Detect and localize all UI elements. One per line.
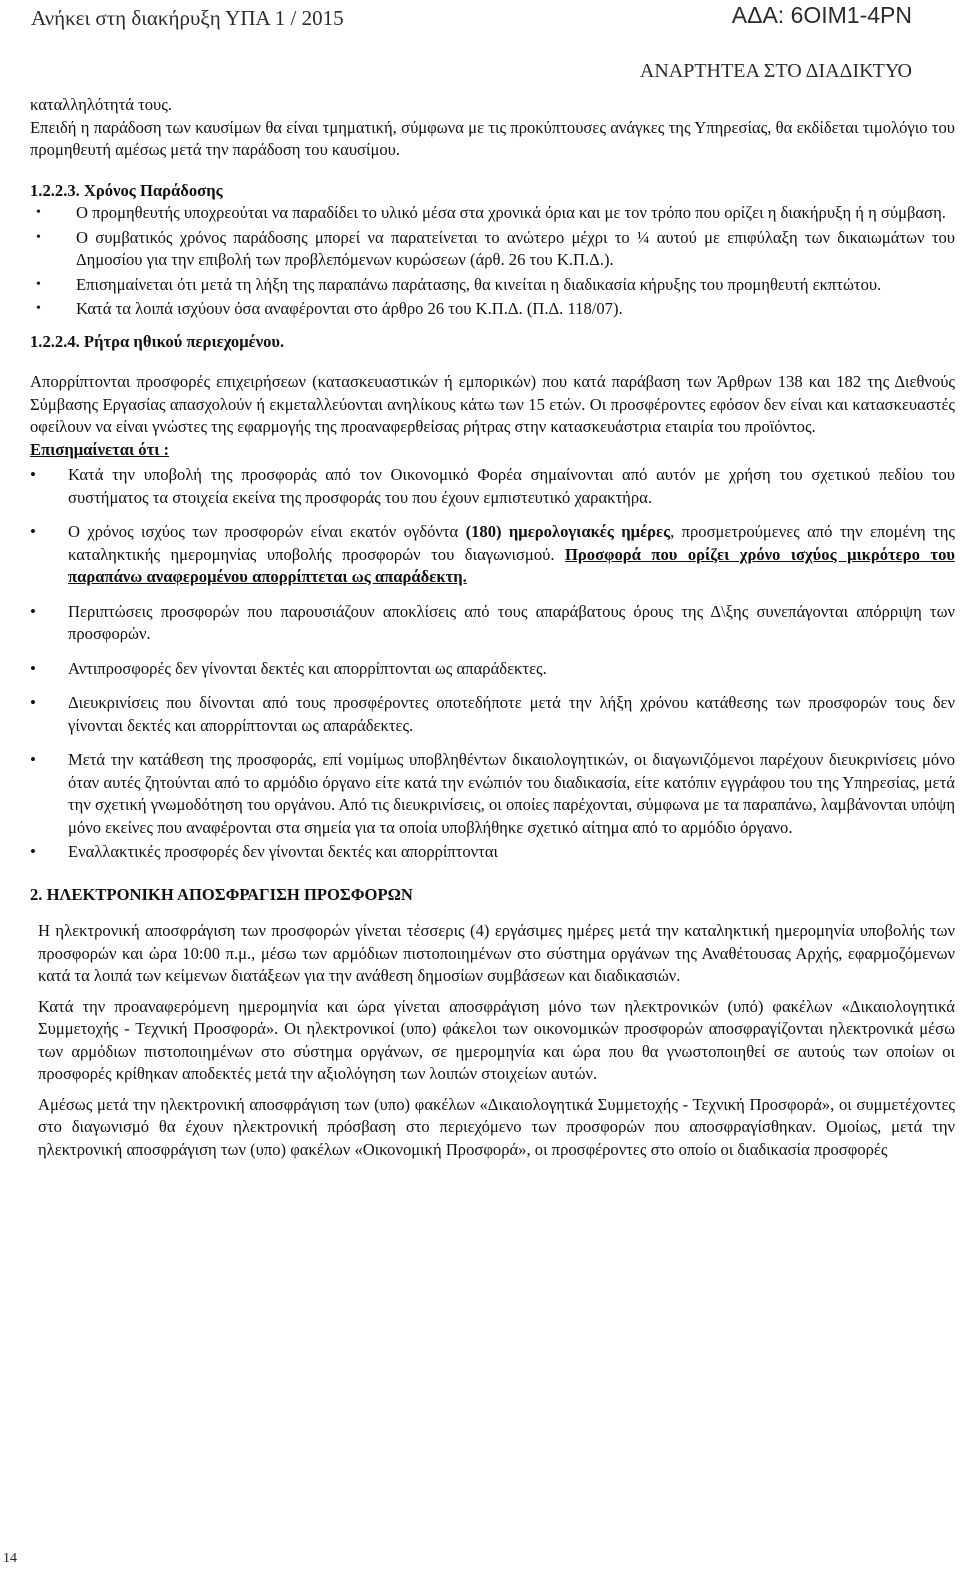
intro-paragraph: Επειδή η παράδοση των καυσίμων θα είναι τμηματική, σύμφωνα με τις προκύπτουσες ανάγκες της Υπηρεσίας, θα εκδίδεται τιμολόγιο του προμηθευτή αμέσως μετά την παράδοση του καυσίμου.	[30, 117, 955, 159]
list-item: • Αντιπροσφορές δεν γίνονται δεκτές και απορρίπτονται ως απαράδεκτες.	[30, 658, 955, 681]
publish-notice: ΑΝΑΡΤΗΤΕΑ ΣΤΟ ΔΙΑΔΙΚΤΥΟ	[639, 60, 912, 82]
list-item: • Περιπτώσεις προσφορών που παρουσιάζουν αποκλίσεις από τους απαράβατους όρους της Δ\ξης συνεπάγονται απόρριψη των προσφορών.	[30, 601, 955, 646]
list-item: • Μετά την κατάθεση της προσφοράς, επί νομίμως υποβληθέντων δικαιολογητικών, οι διαγωνιζόμενοι παρέχουν διευκρινίσεις μόνο όταν αυτές ζητούνται από το αρμόδιο όργανο είτε κατά την ενώπιόν του διαδικασία, είτε κατόπιν εγγράφου του της Υπηρεσίας, μετά την σχετική γνωμοδότηση του οργάνου. Από τις διευκρινίσεις, οι οποίες παρέχονται, σύμφωνα με τα παραπάνω, λαμβάνονται υπόψη μόνο εκείνες που αναφέρονται στα σημεία για τα οποία υποβλήθηκε σχετικό αίτημα από το αρμόδιο όργανο.	[30, 749, 955, 839]
list-item: • Κατά την υποβολή της προσφοράς από τον Οικονομικό Φορέα σημαίνονται από αυτόν με χρήση του σχετικού πεδίου του συστήματος τα στοιχεία εκείνα της προσφοράς του που έχουν εμπιστευτικό χαρακτήρα.	[30, 464, 955, 509]
section-1223-heading: 1.2.2.3. Χρόνος Παράδοσης	[30, 180, 223, 200]
intro-line: καταλληλότητά τους.	[30, 95, 172, 114]
list-item: • Ο συμβατικός χρόνος παράδοσης μπορεί να παρατείνεται το ανώτερο μέχρι το ¼ αυτού με επιφύλαξη των δικαιωμάτων του Δημοσίου για την επιβολή των προβλεπόμενων κυρώσεων (άρθ. 26 του Κ.Π.Δ.).	[30, 227, 955, 272]
ada-code: ΑΔΑ: 6ΟΙΜ1-4ΡΝ	[731, 2, 912, 28]
list-item: • Ο χρόνος ισχύος των προσφορών είναι εκατόν ογδόντα (180) ημερολογιακές ημέρες, προσμετρούμενες από την επομένη της καταληκτικής ημερομηνίας υποβολής προσφορών του διαγωνισμού. Προσφορά που ορίζει χρόνο ισχύος μικρότερο του παραπάνω αναφερομένου απορρίπτεται ως απαράδεκτη.	[30, 521, 955, 589]
opening-paragraph-2: Κατά την προαναφερόμενη ημερομηνία και ώρα γίνεται αποσφράγιση μόνο των ηλεκτρονικών (υπό) φακέλων «Δικαιολογητικά Συμμετοχής - Τεχνική Προσφορά». Οι ηλεκτρονικοί (υπο) φάκελοι των οικονομικών προσφορών αποσφραγίζονται ηλεκτρονικά μέσω των αρμόδιων πιστοποιημένων στο σύστημα οργάνων, σε ημερομηνία και ώρα που θα γνωστοποιηθεί σε αυτούς των οποίων οι προσφορές κρίθηκαν αποδεκτές μετά την αξιολόγηση των λοιπών στοιχείων αυτών.	[38, 996, 955, 1083]
note-heading: Επισημαίνεται ότι :	[30, 439, 170, 459]
opening-paragraph-3: Αμέσως μετά την ηλεκτρονική αποσφράγιση των (υπο) φακέλων «Δικαιολογητικά Συμμετοχής - Τεχνική Προσφορά», οι συμμετέχοντες στο διαγωνισμό θα έχουν ηλεκτρονική πρόσβαση στο περιεχόμενο των προσφορών που αποσφραγίσθηκαν. Ομοίως, μετά την ηλεκτρονική αποσφράγιση των (υπο) φακέλων «Οικονομική Προσφορά», οι προσφέροντες στο οποίο οι διαδικασία προσφορές	[38, 1094, 955, 1159]
opening-paragraph-1: Η ηλεκτρονική αποσφράγιση των προσφορών γίνεται τέσσερις (4) εργάσιμες ημέρες μετά την καταληκτική ημερομηνία υποβολής των προσφορών και ώρα 10:00 π.μ., μέσω των αρμόδιων πιστοποιημένων στο σύστημα οργάνων της Αναθέτουσας Αρχής, εφαρμοζόμενων κατά τα λοιπά των κείμενων διατάξεων για την ανάθεση δημοσίων συμβάσεων και διαδικασιών.	[38, 921, 955, 985]
notes-list	[30, 464, 955, 864]
list-item: • Διευκρινίσεις που δίνονται από τους προσφέροντες οποτεδήποτε μετά την λήξη χρόνου κατάθεσης των προσφορών τους δεν γίνονται δεκτές και απορρίπτονται ως απαράδεκτες.	[30, 692, 955, 737]
list-item: • Κατά τα λοιπά ισχύουν όσα αναφέρονται στο άρθρο 26 του Κ.Π.Δ. (Π.Δ. 118/07).	[30, 298, 955, 321]
list-item: • Ο προμηθευτής υποχρεούται να παραδίδει το υλικό μέσα στα χρονικά όρια και με τον τρόπο που ορίζει η διακήρυξη ή η σύμβαση.	[30, 202, 955, 225]
document-body	[30, 94, 955, 1161]
header-left-text: Ανήκει στη διακήρυξη ΥΠΑ 1 / 2015	[31, 6, 344, 30]
list-item: • Εναλλακτικές προσφορές δεν γίνονται δεκτές και απορρίπτονται	[30, 841, 955, 864]
section-2-heading: 2. ΗΛΕΚΤΡΟΝΙΚΗ ΑΠΟΣΦΡΑΓΙΣΗ ΠΡΟΣΦΟΡΩΝ	[30, 884, 413, 904]
page-number: 14	[3, 1551, 17, 1566]
ethics-paragraph: Απορρίπτονται προσφορές επιχειρήσεων (κατασκευαστικών ή εμπορικών) που κατά παράβαση των Άρθρων 138 και 182 της Διεθνούς Σύμβασης Εργασίας απασχολούν ή εκμεταλλεύονται ανηλίκους κάτω των 15 ετών. Οι προσφέροντες εφόσον δεν είναι και κατασκευαστές οφείλουν να είναι γνώστες της εφαρμογής της προαναφερθείσας ρήτρας στην κατασκευάστρια εταιρία του προϊόντος.	[30, 372, 955, 436]
delivery-time-list	[30, 202, 955, 321]
section-1224-heading: 1.2.2.4. Ρήτρα ηθικού περιεχομένου.	[30, 331, 285, 351]
list-item: • Επισημαίνεται ότι μετά τη λήξη της παραπάνω παράτασης, θα κινείται η διαδικασία κήρυξης του προμηθευτή εκπτώτου.	[30, 274, 955, 297]
